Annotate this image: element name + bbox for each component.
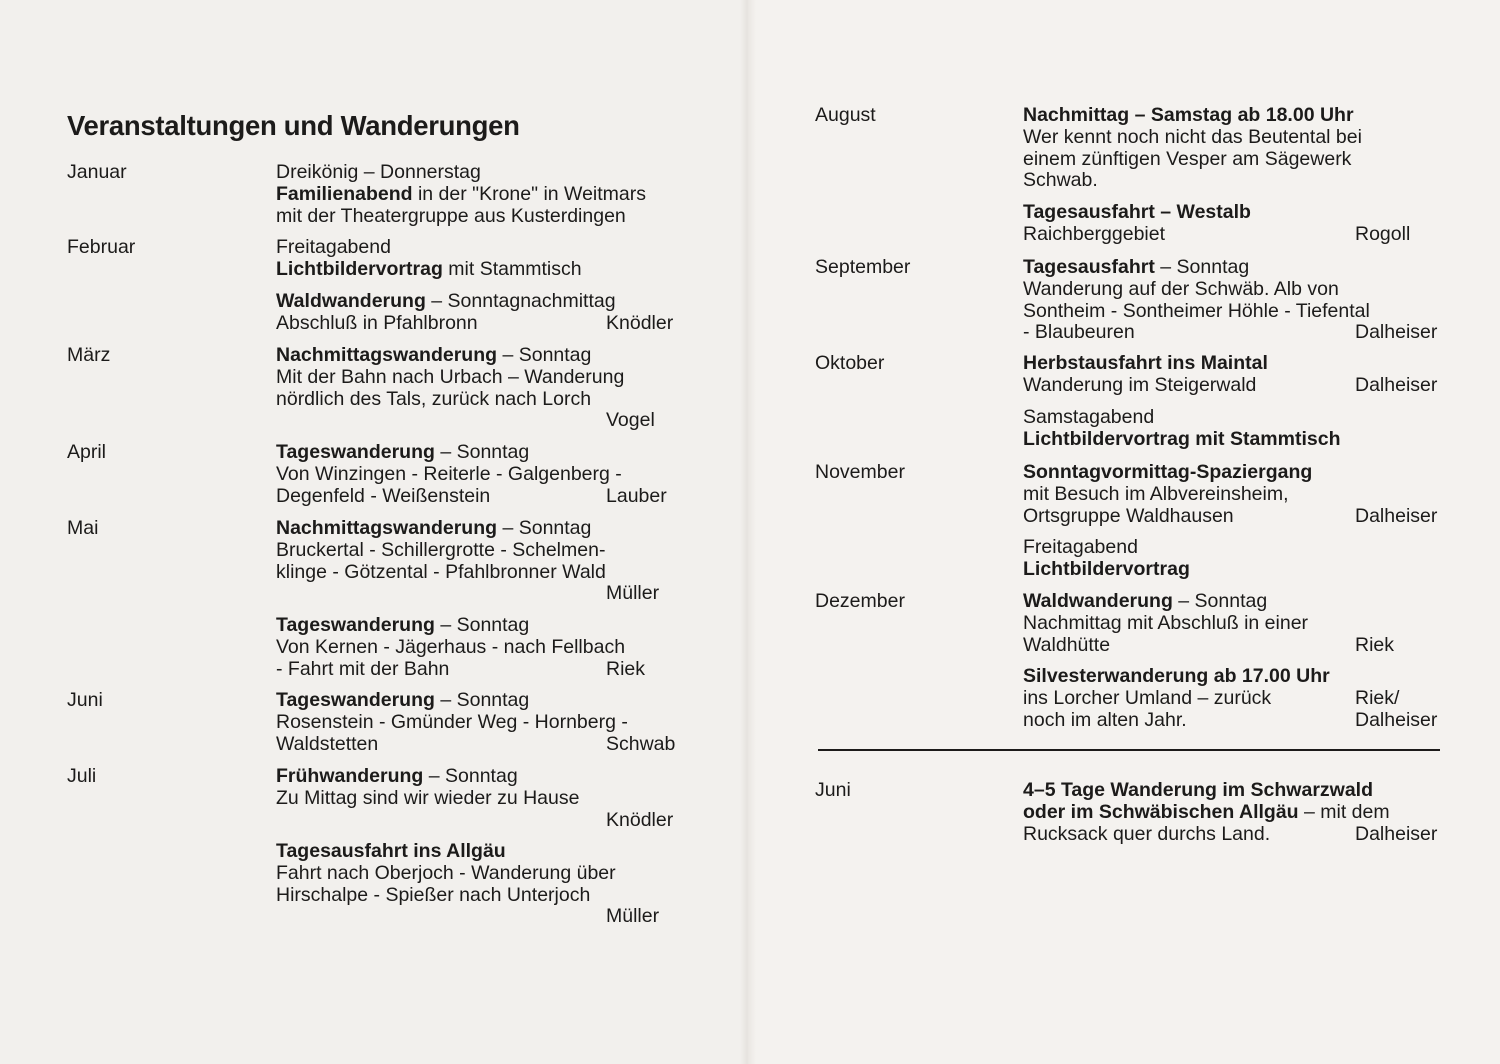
event-text: klinge - Götzental - Pfahlbronner Wald bbox=[276, 560, 606, 583]
event-description-line bbox=[276, 367, 624, 389]
event-description-line bbox=[276, 734, 378, 756]
event-month: August bbox=[815, 104, 876, 126]
event-highlight: Lichtbildervortrag bbox=[1023, 557, 1190, 580]
event-text: Fahrt nach Oberjoch - Wanderung über bbox=[276, 861, 616, 884]
separator-line bbox=[818, 749, 1440, 751]
event-description-line bbox=[1023, 224, 1165, 246]
event-leader: Müller bbox=[606, 582, 660, 605]
event-description-line bbox=[1023, 170, 1098, 192]
event-description-line bbox=[276, 540, 605, 562]
event-description-line bbox=[276, 486, 490, 508]
event-month: Februar bbox=[67, 236, 136, 258]
event-highlight: Nachmittag – Samstag ab 18.00 Uhr bbox=[1023, 104, 1354, 126]
event-leader: Müller bbox=[606, 905, 660, 928]
event-text: mit Besuch im Albvereinsheim, bbox=[1023, 482, 1289, 505]
event-description-line bbox=[276, 562, 606, 584]
event-description-line bbox=[1023, 429, 1340, 451]
event-text: Ortsgruppe Waldhausen bbox=[1023, 504, 1234, 527]
event-text: Von Winzingen - Reiterle - Galgenberg - bbox=[276, 462, 622, 485]
event-highlight: Tagesausfahrt bbox=[1023, 256, 1155, 278]
event-month: Juni bbox=[67, 689, 103, 711]
event-highlight: Tageswanderung bbox=[276, 614, 435, 636]
event-description-line bbox=[1023, 666, 1330, 688]
event-description-line bbox=[1023, 353, 1268, 375]
event-highlight: Sonntagvormittag-Spaziergang bbox=[1023, 461, 1313, 483]
event-text: Wer kennt noch nicht das Beutental bei bbox=[1023, 125, 1362, 148]
event-description-line bbox=[276, 345, 591, 367]
event-highlight: Waldwanderung bbox=[276, 290, 426, 312]
event-description-line bbox=[1023, 462, 1312, 484]
event-highlight: Nachmittagswanderung bbox=[276, 344, 498, 366]
event-description-line bbox=[1023, 559, 1190, 581]
event-description-line bbox=[276, 206, 626, 228]
event-highlight: Familienabend bbox=[276, 182, 413, 205]
event-description-line bbox=[276, 313, 478, 335]
event-text: mit der Theatergruppe aus Kusterdingen bbox=[276, 204, 626, 227]
event-description-line bbox=[1023, 780, 1373, 802]
event-leader: Riek bbox=[1355, 633, 1395, 656]
event-highlight: Waldwanderung bbox=[1023, 590, 1173, 612]
event-text: – Sonntag bbox=[434, 441, 530, 463]
event-leader: Riek bbox=[606, 657, 646, 680]
event-text: – Sonntag bbox=[497, 344, 592, 366]
event-text: Dreikönig – Donnerstag bbox=[276, 161, 481, 183]
event-text: einem zünftigen Vesper am Sägewerk bbox=[1023, 147, 1352, 170]
event-description-line bbox=[1023, 202, 1251, 224]
page-fold bbox=[740, 0, 756, 1064]
event-month: Juli bbox=[67, 765, 97, 787]
event-description-line bbox=[1023, 301, 1370, 323]
event-text: mit Stammtisch bbox=[442, 257, 582, 280]
event-description-line bbox=[276, 184, 646, 206]
event-text: noch im alten Jahr. bbox=[1023, 708, 1187, 731]
event-description-line bbox=[276, 518, 591, 540]
event-month: September bbox=[815, 256, 911, 278]
event-description-line bbox=[1023, 506, 1234, 528]
event-text: - Blaubeuren bbox=[1023, 321, 1135, 344]
event-description-line bbox=[1023, 802, 1390, 824]
event-text: Von Kernen - Jägerhaus - nach Fellbach bbox=[276, 635, 626, 658]
event-text: Samstagabend bbox=[1023, 406, 1155, 428]
event-description-line bbox=[276, 389, 591, 411]
event-text: – Sonntag bbox=[1172, 590, 1268, 612]
event-description-line bbox=[276, 291, 616, 313]
event-text: Schwab. bbox=[1023, 169, 1098, 192]
event-month: März bbox=[67, 344, 111, 366]
event-leader: Dalheiser bbox=[1355, 321, 1438, 344]
event-description-line bbox=[1023, 484, 1289, 506]
event-description-line bbox=[1023, 322, 1135, 344]
event-description-line bbox=[276, 788, 579, 810]
event-highlight: Lichtbildervortrag mit Stammtisch bbox=[1023, 427, 1341, 450]
event-text: in der "Krone" in Weitmars bbox=[412, 182, 647, 205]
event-leader: Riek/ bbox=[1355, 686, 1400, 709]
event-leader: Dalheiser bbox=[1355, 373, 1438, 396]
event-highlight: Tagesausfahrt – Westalb bbox=[1023, 201, 1251, 223]
event-month: Dezember bbox=[815, 590, 905, 612]
event-text: Waldstetten bbox=[276, 732, 379, 755]
event-text: Wanderung im Steigerwald bbox=[1023, 373, 1257, 396]
event-description-line bbox=[276, 766, 518, 788]
event-description-line bbox=[1023, 591, 1267, 613]
event-text: – Sonntagnachmittag bbox=[425, 290, 616, 312]
event-description-line bbox=[1023, 127, 1362, 149]
event-description-line bbox=[1023, 105, 1354, 127]
event-description-line bbox=[276, 863, 616, 885]
event-description-line bbox=[276, 237, 391, 259]
event-text: ins Lorcher Umland – zurück bbox=[1023, 686, 1272, 709]
event-text: – Sonntag bbox=[434, 689, 530, 711]
event-text: Abschluß in Pfahlbronn bbox=[276, 311, 478, 334]
event-highlight: Lichtbildervortrag bbox=[276, 257, 443, 280]
event-description-line bbox=[1023, 688, 1271, 710]
event-month: Juni bbox=[815, 779, 851, 801]
event-description-line bbox=[276, 162, 481, 184]
event-text: – Sonntag bbox=[434, 614, 530, 636]
event-description-line bbox=[1023, 149, 1351, 171]
event-description-line bbox=[1023, 257, 1249, 279]
event-leader: Vogel bbox=[606, 409, 655, 432]
event-text: Hirschalpe - Spießer nach Unterjoch bbox=[276, 883, 591, 906]
event-highlight: Silvesterwanderung ab 17.00 Uhr bbox=[1023, 665, 1330, 687]
event-description-line bbox=[1023, 279, 1339, 301]
event-leader: Dalheiser bbox=[1355, 708, 1438, 731]
event-description-line bbox=[276, 442, 529, 464]
event-text: Degenfeld - Weißenstein bbox=[276, 484, 491, 507]
event-text: Wanderung auf der Schwäb. Alb von bbox=[1023, 277, 1339, 300]
event-text: Freitagabend bbox=[1023, 536, 1138, 558]
event-description-line bbox=[276, 659, 449, 681]
page-title: Veranstaltungen und Wanderungen bbox=[67, 110, 520, 141]
event-month: April bbox=[67, 441, 107, 463]
event-text: nördlich des Tals, zurück nach Lorch bbox=[276, 387, 592, 410]
event-highlight: Nachmittagswanderung bbox=[276, 517, 498, 539]
event-description-line bbox=[1023, 710, 1187, 732]
event-text: Nachmittag mit Abschluß in einer bbox=[1023, 611, 1309, 634]
event-text: Zu Mittag sind wir wieder zu Hause bbox=[276, 786, 580, 809]
event-text: Freitagabend bbox=[276, 236, 391, 258]
event-description-line bbox=[1023, 613, 1308, 635]
event-description-line bbox=[1023, 407, 1154, 429]
event-leader: Knödler bbox=[606, 311, 674, 334]
event-leader: Knödler bbox=[606, 808, 674, 831]
event-highlight: Tageswanderung bbox=[276, 441, 435, 463]
event-text: – Sonntag bbox=[497, 517, 592, 539]
event-description-line bbox=[276, 615, 529, 637]
event-description-line bbox=[276, 841, 506, 863]
event-text: – Sonntag bbox=[423, 765, 518, 787]
event-description-line bbox=[276, 690, 529, 712]
event-description-line bbox=[1023, 824, 1270, 846]
event-leader: Dalheiser bbox=[1355, 822, 1438, 845]
event-description-line bbox=[1023, 537, 1138, 559]
event-description-line bbox=[1023, 375, 1256, 397]
event-text: Bruckertal - Schillergrotte - Schelmen- bbox=[276, 538, 606, 561]
event-highlight: Tageswanderung bbox=[276, 689, 435, 711]
event-description-line bbox=[1023, 635, 1110, 657]
event-description-line bbox=[276, 885, 590, 907]
event-month: Mai bbox=[67, 517, 99, 539]
event-highlight: 4–5 Tage Wanderung im Schwarzwald bbox=[1023, 779, 1374, 801]
event-text: – Sonntag bbox=[1154, 256, 1250, 278]
event-description-line bbox=[276, 259, 582, 281]
event-text: Mit der Bahn nach Urbach – Wanderung bbox=[276, 365, 625, 388]
event-text: - Fahrt mit der Bahn bbox=[276, 657, 450, 680]
event-description-line bbox=[276, 712, 628, 734]
event-description-line bbox=[276, 637, 625, 659]
event-month: November bbox=[815, 461, 905, 483]
event-text: – mit dem bbox=[1298, 800, 1390, 823]
event-leader: Rogoll bbox=[1355, 222, 1411, 245]
event-leader: Dalheiser bbox=[1355, 504, 1438, 527]
event-highlight: Frühwanderung bbox=[276, 765, 424, 787]
event-text: Sontheim - Sontheimer Höhle - Tiefental bbox=[1023, 299, 1370, 322]
event-leader: Lauber bbox=[606, 484, 667, 507]
event-text: Raichberggebiet bbox=[1023, 222, 1166, 245]
event-month: Januar bbox=[67, 161, 127, 183]
event-highlight: oder im Schwäbischen Allgäu bbox=[1023, 800, 1299, 823]
event-highlight: Tagesausfahrt ins Allgäu bbox=[276, 840, 506, 862]
event-leader: Schwab bbox=[606, 732, 676, 755]
event-description-line bbox=[276, 464, 622, 486]
event-highlight: Herbstausfahrt ins Maintal bbox=[1023, 352, 1268, 374]
event-month: Oktober bbox=[815, 352, 885, 374]
event-text: Waldhütte bbox=[1023, 633, 1111, 656]
event-text: Rucksack quer durchs Land. bbox=[1023, 822, 1271, 845]
event-text: Rosenstein - Gmünder Weg - Hornberg - bbox=[276, 710, 628, 733]
